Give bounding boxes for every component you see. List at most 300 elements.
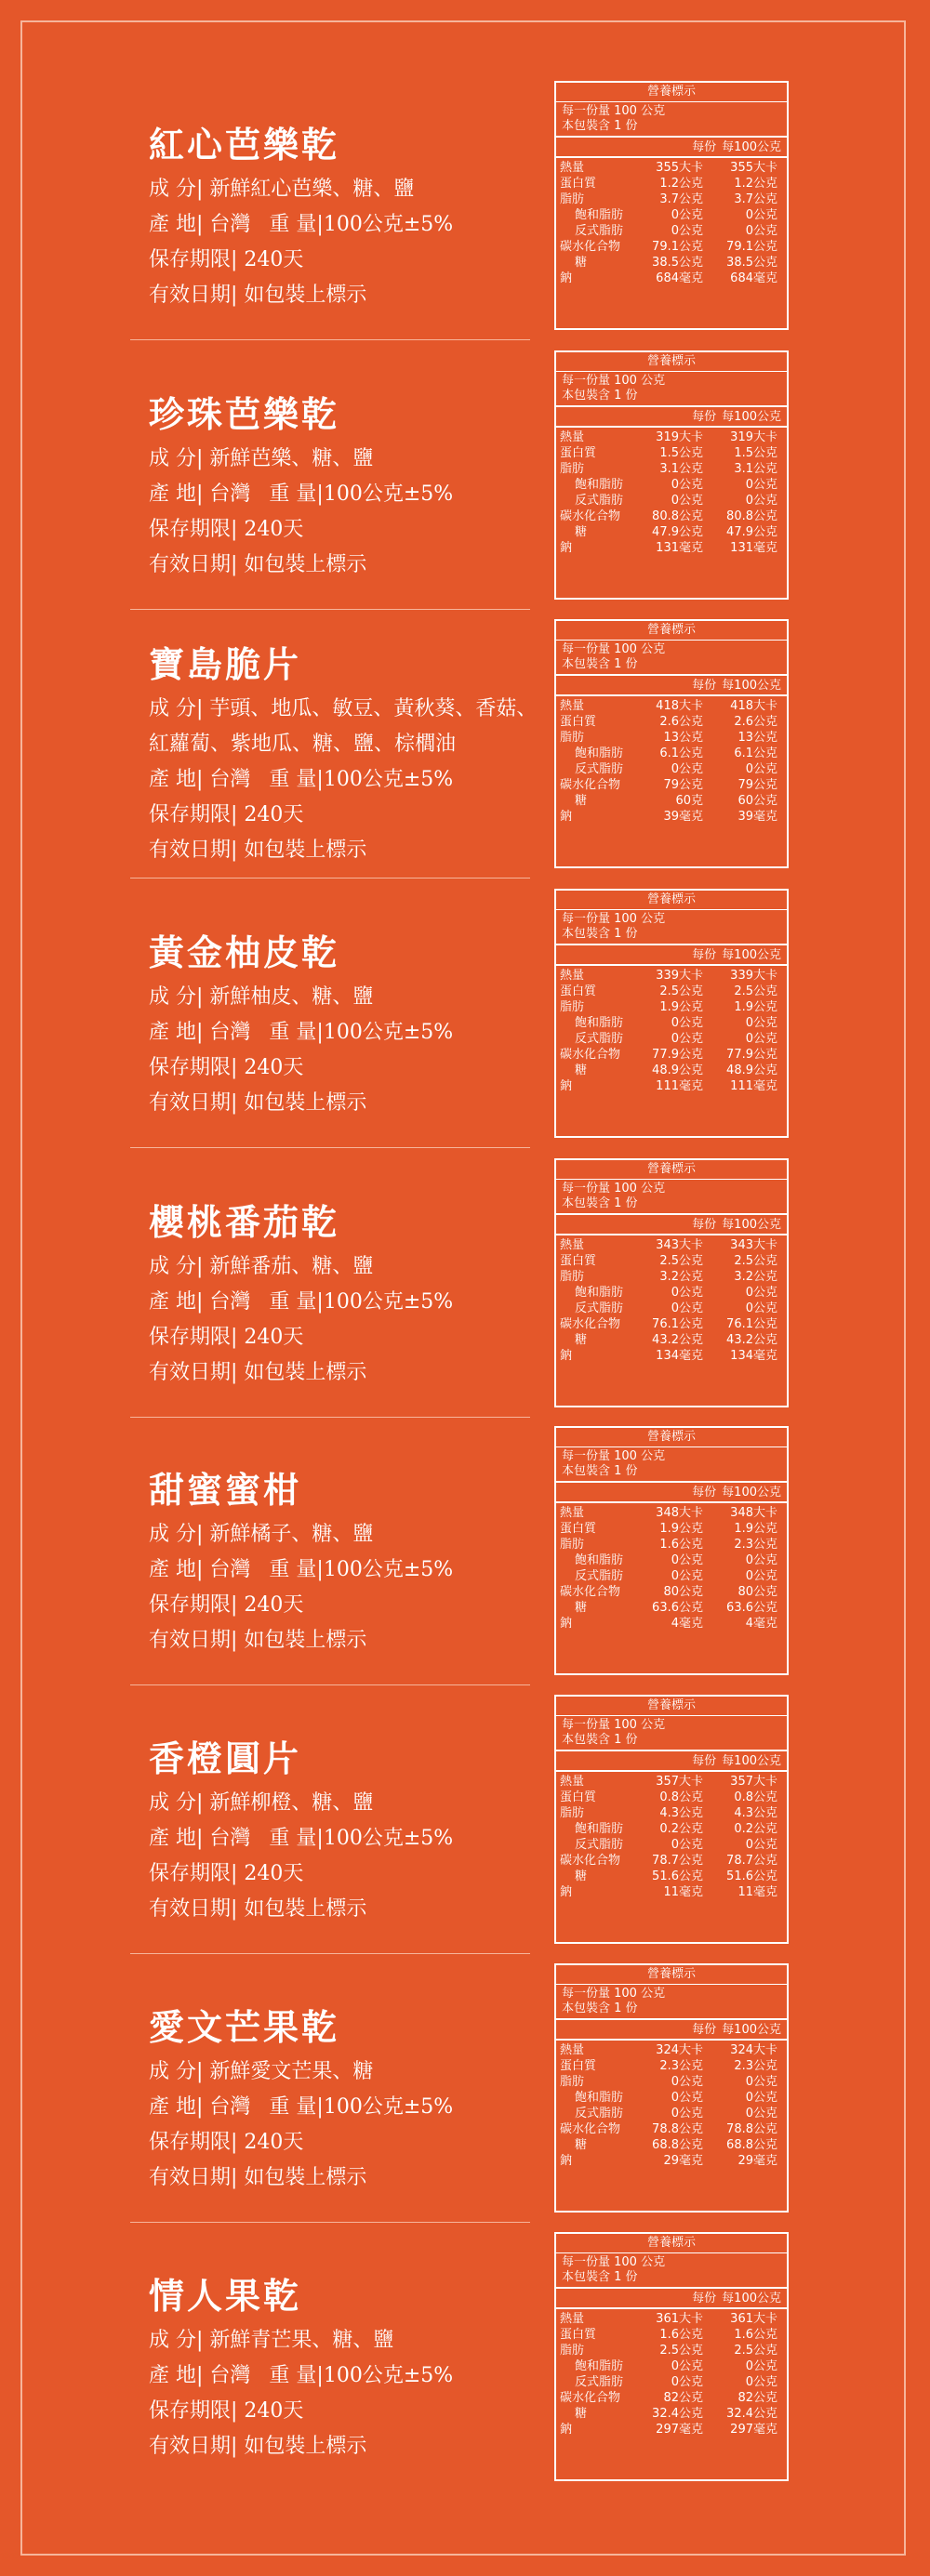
nutrition-row — [556, 1537, 787, 1552]
expiry-value: 如包裝上標示 — [244, 1629, 367, 1652]
per-100g-value: 684毫克 — [730, 271, 777, 285]
weight-value: 100公克±5% — [323, 2095, 454, 2119]
nutrient-name: 糖 — [575, 1869, 588, 1883]
shelf-life-value: 240天 — [244, 1862, 304, 1885]
origin-weight-row — [149, 1552, 539, 1588]
per-serving-value: 0公克 — [671, 1301, 703, 1315]
nutrient-name: 脂肪 — [560, 1538, 585, 1552]
nutrition-row — [556, 1521, 787, 1537]
nutrition-row — [556, 1316, 787, 1332]
nutrition-row — [556, 524, 787, 540]
product-name: 黃金柚皮乾 — [149, 931, 340, 973]
serving-info — [556, 641, 787, 676]
shelf-life-row — [149, 1856, 539, 1892]
nutrient-name: 鈉 — [560, 271, 573, 285]
nutrition-row — [556, 1790, 787, 1805]
nutrition-row — [556, 1015, 787, 1031]
nutrient-name: 碳水化合物 — [560, 1585, 621, 1599]
expiry-value: 如包裝上標示 — [244, 839, 367, 862]
nutrition-row — [556, 271, 787, 286]
expiry-label: 有效日期| — [149, 284, 238, 307]
nutrition-row — [556, 2121, 787, 2137]
weight-label: 重 量| — [269, 2095, 324, 2119]
per-serving-value: 78.7公克 — [652, 1854, 703, 1868]
ingredients-label: 成 分| — [149, 1255, 204, 1278]
nutrient-name: 鈉 — [560, 1349, 573, 1363]
nutrition-row — [556, 255, 787, 271]
per-100g-value: 357大卡 — [730, 1775, 777, 1789]
nutrition-row — [556, 809, 787, 825]
weight-value: 100公克±5% — [323, 1021, 454, 1044]
product-block — [0, 339, 930, 609]
nutrition-row — [556, 509, 787, 524]
nutrient-name: 糖 — [575, 525, 588, 539]
expiry-row — [149, 548, 539, 583]
shelf-life-label: 保存期限| — [149, 518, 238, 541]
per-100g-value: 1.9公克 — [734, 1522, 777, 1536]
nutrition-row — [556, 1821, 787, 1837]
origin-label: 產 地| — [149, 213, 204, 236]
nutrition-row — [556, 2327, 787, 2343]
per-serving-value: 355大卡 — [656, 161, 703, 175]
per-serving-value: 29毫克 — [663, 2154, 703, 2168]
shelf-life-value: 240天 — [244, 803, 304, 826]
serving-info — [556, 2253, 787, 2289]
origin-label: 產 地| — [149, 2364, 204, 2387]
per-serving-value: 2.5公克 — [659, 1254, 703, 1268]
origin-weight-row — [149, 1285, 539, 1320]
nutrition-row — [556, 1078, 787, 1094]
nutrition-row — [556, 540, 787, 556]
nutrient-name: 熱量 — [560, 1238, 585, 1252]
serving-size: 每一份量 100 公克 — [562, 104, 666, 118]
nutrition-row — [556, 999, 787, 1015]
product-info — [149, 442, 539, 583]
serving-size: 每一份量 100 公克 — [562, 1718, 666, 1732]
per-serving-value: 1.6公克 — [659, 2328, 703, 2342]
per-100g-value: 78.8公克 — [726, 2122, 777, 2136]
expiry-value: 如包裝上標示 — [244, 2435, 367, 2458]
nutrition-row — [556, 1285, 787, 1301]
per-serving-value: 684毫克 — [656, 271, 703, 285]
shelf-life-label: 保存期限| — [149, 1862, 238, 1885]
nutrition-row — [556, 2422, 787, 2437]
per-serving-value: 0公克 — [671, 2091, 703, 2105]
ingredients-value: 芋頭、地瓜、敏豆、黃秋葵、香菇、紅蘿蔔、紫地瓜、糖、鹽、棕櫚油 — [149, 697, 538, 756]
per-serving-value: 39毫克 — [663, 810, 703, 824]
nutrition-row — [556, 1063, 787, 1078]
per-100g-value: 79公克 — [737, 778, 777, 792]
per-100g-value: 0公克 — [745, 208, 777, 222]
nutrient-name: 飽和脂肪 — [575, 1286, 624, 1300]
per-100g-value: 0.2公克 — [734, 1822, 777, 1836]
per-serving-value: 60克 — [675, 794, 703, 808]
per-serving-header: 每份 — [692, 679, 717, 693]
ingredients-value: 新鮮愛文芒果、糖 — [209, 2060, 374, 2083]
servings-per-pack: 本包裝含 1 份 — [562, 1733, 638, 1747]
nutrition-row — [556, 761, 787, 777]
nutrition-rows — [556, 2309, 787, 2437]
nutrition-row — [556, 1301, 787, 1316]
per-100g-value: 0.8公克 — [734, 1790, 777, 1804]
expiry-row — [149, 1086, 539, 1121]
serving-size: 每一份量 100 公克 — [562, 912, 666, 926]
expiry-row — [149, 278, 539, 313]
per-100g-value: 3.1公克 — [734, 462, 777, 476]
nutrient-name: 反式脂肪 — [575, 2107, 624, 2120]
nutrient-name: 飽和脂肪 — [575, 2091, 624, 2105]
nutrition-row — [556, 223, 787, 239]
origin-value: 台灣 — [209, 482, 251, 506]
nutrition-row — [556, 1884, 787, 1900]
shelf-life-label: 保存期限| — [149, 1326, 238, 1349]
nutrient-name: 反式脂肪 — [575, 1569, 624, 1583]
per-serving-value: 0公克 — [671, 2107, 703, 2120]
per-serving-value: 111毫克 — [656, 1079, 703, 1093]
nutrition-column-headers — [556, 407, 787, 428]
nutrient-name: 蛋白質 — [560, 177, 597, 191]
serving-info — [556, 910, 787, 945]
servings-per-pack: 本包裝含 1 份 — [562, 657, 638, 671]
per-100g-value: 82公克 — [737, 2391, 777, 2405]
nutrition-panel — [554, 889, 789, 1138]
per-serving-value: 13公克 — [663, 731, 703, 745]
ingredients-label: 成 分| — [149, 178, 204, 201]
per-serving-value: 297毫克 — [656, 2423, 703, 2437]
origin-value: 台灣 — [209, 1290, 251, 1314]
shelf-life-value: 240天 — [244, 248, 304, 271]
nutrition-row — [556, 445, 787, 461]
per-100g-value: 343大卡 — [730, 1238, 777, 1252]
nutrient-name: 飽和脂肪 — [575, 478, 624, 492]
per-100g-value: 339大卡 — [730, 969, 777, 983]
nutrient-name: 碳水化合物 — [560, 1854, 621, 1868]
product-info — [149, 980, 539, 1121]
per-serving-value: 1.9公克 — [659, 1000, 703, 1014]
nutrition-row — [556, 176, 787, 192]
per-serving-value: 0公克 — [671, 762, 703, 776]
ingredients-label: 成 分| — [149, 985, 204, 1009]
nutrition-column-headers — [556, 945, 787, 966]
product-name: 櫻桃番茄乾 — [149, 1201, 340, 1243]
per-100g-value: 2.6公克 — [734, 715, 777, 729]
nutrition-row — [556, 1600, 787, 1616]
per-100g-value: 68.8公克 — [726, 2138, 777, 2152]
per-100g-value: 355大卡 — [730, 161, 777, 175]
servings-per-pack: 本包裝含 1 份 — [562, 119, 638, 133]
per-serving-value: 2.5公克 — [659, 2344, 703, 2358]
nutrition-row — [556, 2374, 787, 2390]
serving-info — [556, 102, 787, 138]
nutrition-panel-title: 營養標示 — [556, 83, 787, 102]
nutrition-row — [556, 2153, 787, 2169]
per-serving-value: 4毫克 — [671, 1617, 703, 1631]
per-serving-value: 6.1公克 — [659, 746, 703, 760]
ingredients-value: 新鮮柳橙、糖、鹽 — [209, 1791, 374, 1815]
nutrition-row — [556, 2311, 787, 2327]
product-name: 香橙圓片 — [149, 1737, 302, 1779]
per-serving-value: 47.9公克 — [652, 525, 703, 539]
per-serving-value: 0公克 — [671, 208, 703, 222]
nutrition-row — [556, 1805, 787, 1821]
nutrition-panel-title: 營養標示 — [556, 2234, 787, 2253]
weight-label: 重 量| — [269, 1290, 324, 1314]
per-100g-value: 4毫克 — [745, 1617, 777, 1631]
weight-value: 100公克±5% — [323, 2364, 454, 2387]
per-serving-value: 1.5公克 — [659, 446, 703, 460]
per-serving-value: 0公克 — [671, 2075, 703, 2089]
per-100g-value: 3.7公克 — [734, 192, 777, 206]
per-serving-value: 343大卡 — [656, 1238, 703, 1252]
expiry-label: 有效日期| — [149, 1629, 238, 1652]
nutrient-name: 蛋白質 — [560, 1522, 597, 1536]
expiry-value: 如包裝上標示 — [244, 553, 367, 576]
shelf-life-row — [149, 243, 539, 278]
nutrition-row — [556, 429, 787, 445]
serving-info — [556, 1985, 787, 2020]
expiry-value: 如包裝上標示 — [244, 284, 367, 307]
weight-label: 重 量| — [269, 1021, 324, 1044]
per-100g-value: 13公克 — [737, 731, 777, 745]
weight-label: 重 量| — [269, 1558, 324, 1581]
nutrient-name: 蛋白質 — [560, 446, 597, 460]
origin-weight-row — [149, 207, 539, 243]
nutrition-column-headers — [556, 1751, 787, 1772]
nutrient-name: 糖 — [575, 2407, 588, 2421]
shelf-life-value: 240天 — [244, 2399, 304, 2423]
nutrition-column-headers — [556, 1215, 787, 1235]
nutrition-row — [556, 1237, 787, 1253]
per-100g-value: 131毫克 — [730, 541, 777, 555]
nutrient-name: 脂肪 — [560, 462, 585, 476]
per-serving-value: 77.9公克 — [652, 1048, 703, 1062]
expiry-value: 如包裝上標示 — [244, 2166, 367, 2189]
nutrient-name: 鈉 — [560, 2423, 573, 2437]
nutrient-name: 鈉 — [560, 1617, 573, 1631]
nutrient-name: 碳水化合物 — [560, 1048, 621, 1062]
per-serving-value: 3.7公克 — [659, 192, 703, 206]
ingredients-label: 成 分| — [149, 447, 204, 470]
nutrition-row — [556, 493, 787, 509]
per-100g-header: 每100公克 — [722, 1486, 781, 1499]
nutrition-rows — [556, 1503, 787, 1631]
per-serving-value: 0公克 — [671, 1569, 703, 1583]
nutrient-name: 反式脂肪 — [575, 762, 624, 776]
origin-weight-row — [149, 762, 539, 798]
nutrition-row — [556, 2090, 787, 2106]
per-100g-value: 11毫克 — [737, 1885, 777, 1899]
nutrient-name: 鈉 — [560, 541, 573, 555]
shelf-life-row — [149, 512, 539, 548]
product-block — [0, 1684, 930, 1953]
nutrition-panel — [554, 1426, 789, 1675]
per-100g-header: 每100公克 — [722, 1754, 781, 1768]
nutrient-name: 糖 — [575, 1063, 588, 1077]
weight-label: 重 量| — [269, 1827, 324, 1850]
per-100g-value: 297毫克 — [730, 2423, 777, 2437]
servings-per-pack: 本包裝含 1 份 — [562, 389, 638, 403]
per-serving-value: 357大卡 — [656, 1775, 703, 1789]
origin-value: 台灣 — [209, 213, 251, 236]
nutrition-panel — [554, 1158, 789, 1407]
nutrition-panel — [554, 2232, 789, 2481]
per-serving-value: 80.8公克 — [652, 509, 703, 523]
per-serving-value: 1.2公克 — [659, 177, 703, 191]
per-100g-value: 2.3公克 — [734, 2059, 777, 2073]
nutrition-rows — [556, 1235, 787, 1364]
nutrient-name: 脂肪 — [560, 2075, 585, 2089]
ingredients-value: 新鮮柚皮、糖、鹽 — [209, 985, 374, 1009]
nutrition-panel — [554, 619, 789, 868]
per-100g-value: 0公克 — [745, 224, 777, 238]
expiry-row — [149, 1623, 539, 1658]
product-info — [149, 692, 539, 868]
nutrition-row — [556, 2074, 787, 2090]
per-100g-value: 47.9公克 — [726, 525, 777, 539]
ingredients-row — [149, 2054, 539, 2090]
per-serving-value: 0公克 — [671, 494, 703, 508]
serving-size: 每一份量 100 公克 — [562, 1182, 666, 1196]
origin-weight-row — [149, 1015, 539, 1050]
per-100g-value: 3.2公克 — [734, 1270, 777, 1284]
expiry-label: 有效日期| — [149, 1897, 238, 1921]
per-serving-value: 0公克 — [671, 1838, 703, 1852]
nutrition-column-headers — [556, 2289, 787, 2309]
nutrition-column-headers — [556, 2020, 787, 2041]
per-100g-value: 0公克 — [745, 1553, 777, 1567]
per-serving-value: 3.1公克 — [659, 462, 703, 476]
per-serving-value: 4.3公克 — [659, 1806, 703, 1820]
per-100g-value: 0公克 — [745, 1569, 777, 1583]
ingredients-row — [149, 2323, 539, 2358]
ingredients-label: 成 分| — [149, 697, 204, 720]
ingredients-value: 新鮮橘子、糖、鹽 — [209, 1523, 374, 1546]
nutrient-name: 蛋白質 — [560, 715, 597, 729]
expiry-value: 如包裝上標示 — [244, 1361, 367, 1384]
nutrition-column-headers — [556, 138, 787, 158]
per-serving-value: 0.8公克 — [659, 1790, 703, 1804]
shelf-life-row — [149, 2394, 539, 2429]
per-serving-value: 131毫克 — [656, 541, 703, 555]
nutrient-name: 飽和脂肪 — [575, 746, 624, 760]
ingredients-value: 新鮮紅心芭樂、糖、鹽 — [209, 178, 415, 201]
ingredients-value: 新鮮番茄、糖、鹽 — [209, 1255, 374, 1278]
per-100g-header: 每100公克 — [722, 410, 781, 424]
nutrition-row — [556, 1774, 787, 1790]
nutrition-row — [556, 730, 787, 746]
nutrition-row — [556, 1869, 787, 1884]
ingredients-label: 成 分| — [149, 1791, 204, 1815]
per-serving-value: 0公克 — [671, 1032, 703, 1046]
expiry-row — [149, 2160, 539, 2196]
nutrient-name: 碳水化合物 — [560, 778, 621, 792]
product-info — [149, 2323, 539, 2464]
per-serving-value: 1.6公克 — [659, 1538, 703, 1552]
product-block — [0, 878, 930, 1147]
nutrient-name: 蛋白質 — [560, 2328, 597, 2342]
origin-label: 產 地| — [149, 1827, 204, 1850]
per-100g-header: 每100公克 — [722, 2292, 781, 2305]
per-100g-value: 0公克 — [745, 2107, 777, 2120]
weight-value: 100公克±5% — [323, 482, 454, 506]
nutrient-name: 飽和脂肪 — [575, 1822, 624, 1836]
nutrient-name: 飽和脂肪 — [575, 2359, 624, 2373]
shelf-life-row — [149, 1320, 539, 1355]
serving-size: 每一份量 100 公克 — [562, 642, 666, 656]
nutrition-row — [556, 1584, 787, 1600]
nutrition-row — [556, 192, 787, 207]
per-serving-value: 63.6公克 — [652, 1601, 703, 1615]
nutrition-rows — [556, 158, 787, 286]
per-serving-value: 339大卡 — [656, 969, 703, 983]
nutrition-panel-title: 營養標示 — [556, 1428, 787, 1447]
per-serving-value: 0公克 — [671, 1286, 703, 1300]
serving-size: 每一份量 100 公克 — [562, 1987, 666, 2001]
ingredients-row — [149, 1249, 539, 1285]
ingredients-label: 成 分| — [149, 2060, 204, 2083]
nutrition-row — [556, 1853, 787, 1869]
per-serving-value: 0公克 — [671, 2375, 703, 2389]
per-100g-header: 每100公克 — [722, 679, 781, 693]
nutrition-row — [556, 239, 787, 255]
nutrition-row — [556, 746, 787, 761]
nutrient-name: 飽和脂肪 — [575, 1016, 624, 1030]
shelf-life-value: 240天 — [244, 1326, 304, 1349]
expiry-label: 有效日期| — [149, 839, 238, 862]
nutrition-row — [556, 2406, 787, 2422]
origin-weight-row — [149, 2358, 539, 2394]
nutrition-row — [556, 793, 787, 809]
product-block — [0, 608, 930, 878]
expiry-row — [149, 1355, 539, 1391]
nutrition-panel — [554, 1695, 789, 1944]
nutrition-panel-title: 營養標示 — [556, 1160, 787, 1180]
expiry-row — [149, 2429, 539, 2464]
expiry-label: 有效日期| — [149, 553, 238, 576]
ingredients-row — [149, 1786, 539, 1821]
nutrition-row — [556, 160, 787, 176]
per-100g-value: 63.6公克 — [726, 1601, 777, 1615]
per-100g-value: 2.5公克 — [734, 2344, 777, 2358]
nutrition-row — [556, 714, 787, 730]
nutrition-row — [556, 207, 787, 223]
nutrient-name: 碳水化合物 — [560, 2122, 621, 2136]
per-serving-value: 2.3公克 — [659, 2059, 703, 2073]
nutrition-column-headers — [556, 676, 787, 696]
per-serving-value: 79.1公克 — [652, 240, 703, 254]
nutrition-column-headers — [556, 1483, 787, 1503]
origin-label: 產 地| — [149, 2095, 204, 2119]
shelf-life-label: 保存期限| — [149, 1056, 238, 1079]
per-100g-value: 4.3公克 — [734, 1806, 777, 1820]
nutrient-name: 鈉 — [560, 1079, 573, 1093]
origin-value: 台灣 — [209, 1558, 251, 1581]
nutrient-name: 飽和脂肪 — [575, 1553, 624, 1567]
nutrient-name: 脂肪 — [560, 1270, 585, 1284]
per-100g-value: 134毫克 — [730, 1349, 777, 1363]
origin-weight-row — [149, 2090, 539, 2125]
serving-info — [556, 372, 787, 407]
nutrition-panel — [554, 1963, 789, 2213]
nutrient-name: 脂肪 — [560, 2344, 585, 2358]
expiry-label: 有效日期| — [149, 2166, 238, 2189]
origin-value: 台灣 — [209, 1827, 251, 1850]
per-100g-value: 1.6公克 — [734, 2328, 777, 2342]
origin-label: 產 地| — [149, 1558, 204, 1581]
per-100g-value: 418大卡 — [730, 699, 777, 713]
nutrient-name: 反式脂肪 — [575, 1032, 624, 1046]
shelf-life-value: 240天 — [244, 1056, 304, 1079]
